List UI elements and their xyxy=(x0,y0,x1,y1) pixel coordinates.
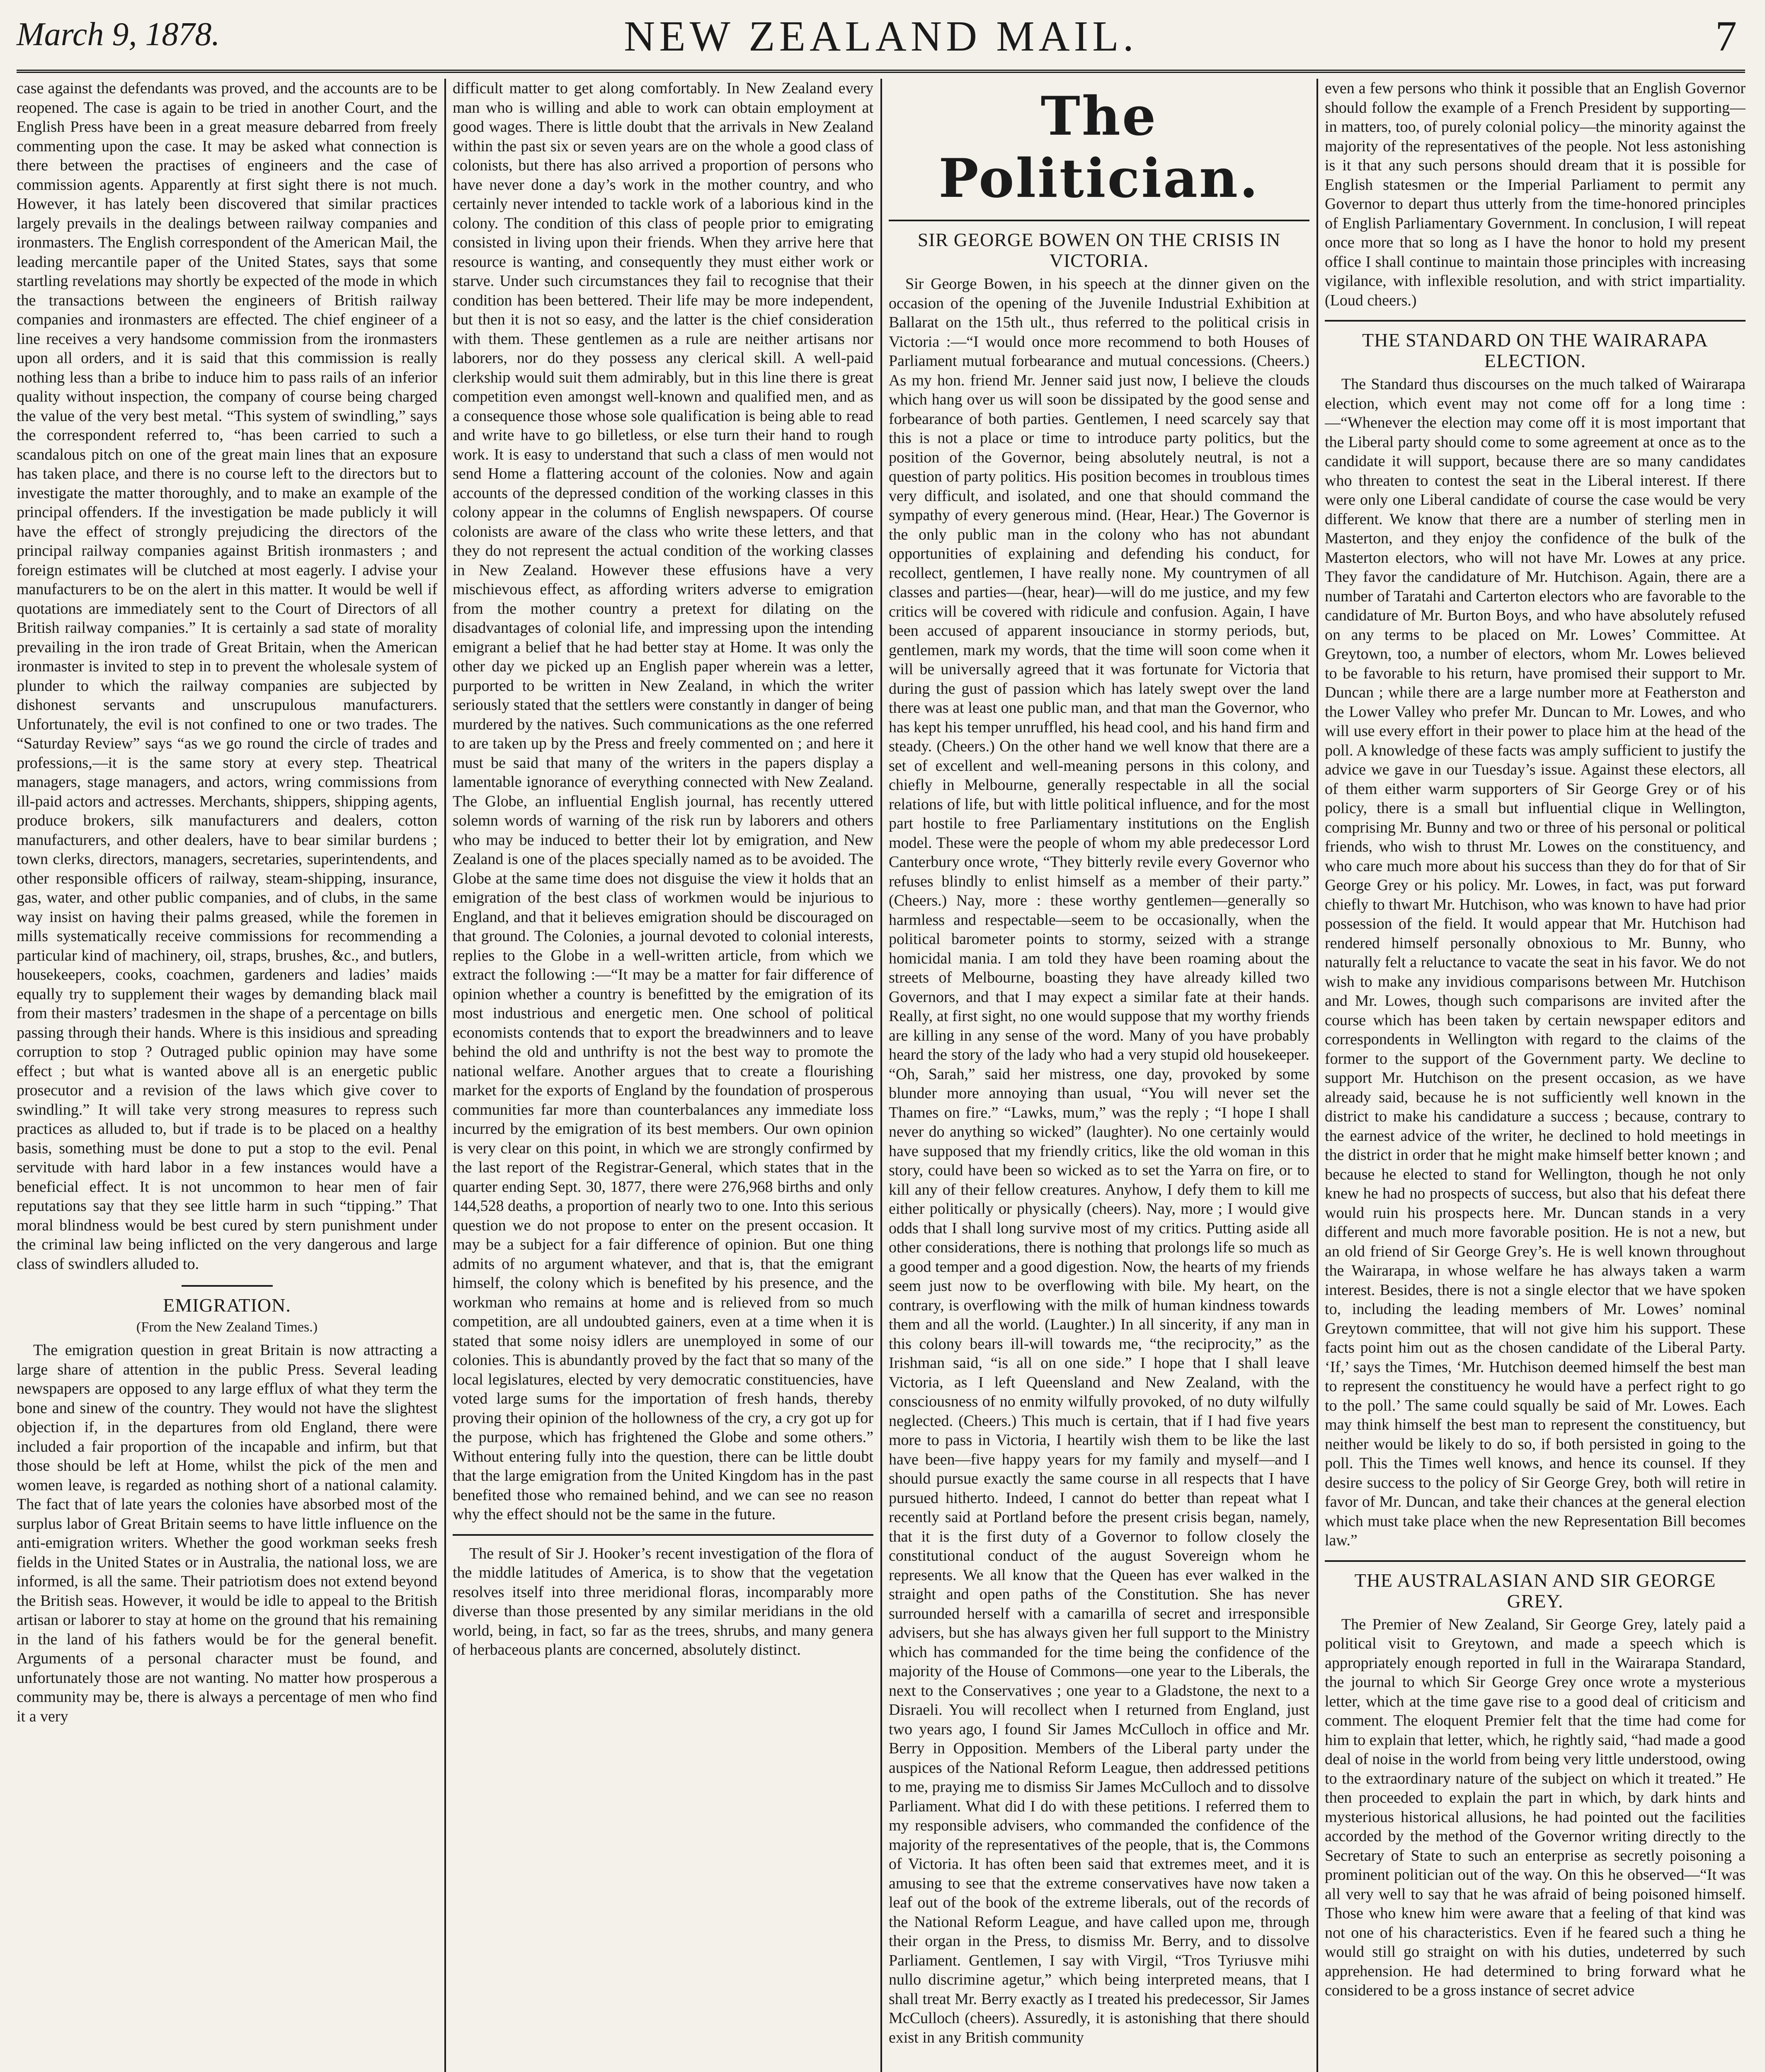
column-4 xyxy=(1325,79,1746,2072)
article-text: The result of Sir J. Hooker’s recent investigation of the flora of the middle latitudes of America, is to show that the vegetation resolves itself into three meridional floras, incomparably more diverse than those presented by any similar meridians in the old world, being, in fact, so far as the trees, shrubs, and many genera of herbaceous plants are concerned, absolutely distinct. xyxy=(453,1544,873,1658)
column-3 xyxy=(889,79,1309,2072)
headline-australasian: THE AUSTRALASIAN AND SIR GEORGE GREY. xyxy=(1354,1569,1716,1612)
masthead xyxy=(17,7,1745,73)
column-divider xyxy=(1316,79,1318,2072)
column-divider xyxy=(444,79,446,2072)
newspaper-title: NEW ZEALAND MAIL. xyxy=(624,12,1138,60)
headline-emigration: EMIGRATION. xyxy=(163,1295,291,1316)
section-title: The Politician. xyxy=(938,85,1260,210)
newspaper-page xyxy=(17,79,1745,2072)
article-text: difficult matter to get along comfortably. In New Zealand every man who is willing and able to work can obtain employment at good wages. There is little doubt that the arrivals in New Zealand within the past six or seven years are on the whole a good class of colonists, but there has also arrived a proportion of persons who have never done a day’s work in the mother country, and who certainly never intended to tackle work of a laborious kind in the colony. The condition of this class of people prior to emigrating consisted in living upon their friends. When they arrive here that resource is wanting, and consequently they must either work or starve. Under such circumstances they fail to recognise that their condition has been bettered. Their life may be more independent, but then it is not so easy, and the latter is the chief consideration with them. These gentlemen as a rule are neither artisans nor laborers, nor do they possess any clerical skill. A well-paid clerkship would suit them admirably, but in this line there is great competition even amongst well-known and qualified men, and as a consequence those whose sole qualification is being able to read and write have to go billetless, or else turn their hand to rough work. It is easy to understand that such a class of men would not send Home a flattering account of the colonies. Now and again accounts of the depressed condition of the working classes in this colony appear in the columns of English newspapers. Of course colonists are aware of the class who write these letters, and that they do not represent the actual condition of the working classes in New Zealand. However these effusions have a very mischievous effect, as affording writers adverse to emigration from the mother country a pretext for dilating on the disadvantages of colonial life, and impressing upon the intending emigrant a belief that he had better stay at Home. It was only the other day we picked up an English paper wherein was a letter, purported to be written in New Zealand, in which the writer seriously stated that the settlers were constantly in danger of being murdered by the natives. Such communications as the one referred to are taken up by the Press and freely commented on ; and here it must be said that many of the writers in the papers display a lamentable ignorance of everything connected with New Zealand. The Globe, an influential English journal, has recently uttered solemn words of warning of the risk run by laborers and others who may be induced to better their lot by emigration, and New Zealand is one of the places specially named as to be avoided. The Globe at the same time does not disguise the view it holds that an emigration of the best class of workmen would be injurious to England, and that it believes emigration should be discouraged on that ground. The Colonies, a journal devoted to colonial interests, replies to the Globe in a well-written article, from which we extract the following :—“It may be a matter for fair difference of opinion whether a country is benefitted by the emigration of its most industrious and energetic men. One school of political economists contends that to export the breadwinners and to leave behind the old and unthrifty is not the best way to promote the national welfare. Another argues that to create a flourishing market for the exports of England by the foundation of prosperous communities far more than counterbalances any immediate loss incurred by the emigration of its best members. Our own opinion is very clear on this point, in which we are strongly confirmed by the last report of the Registrar-General, which states that in the quarter ending Sept. 30, 1877, there were 276,968 births and only 144,528 deaths, a proportion of nearly two to one. Into this serious question we do not propose to enter on the present occasion. It may be a subject for a fair difference of opinion. But one thing admits of no argument whatever, and that is, that the emigrant himself, the colony which is benefited by his presence, and the workman who remains at home and is relieved from so much competition, are all undoubted gainers, even at a time when it is stated that some noisy idlers are unemployed in some of our colonies. This is abundantly proved by the fact that so many of the local legislatures, elected by very democratic constituencies, have voted large sums for the importation of fresh hands, thereby proving their opinion of the hollowness of the cry, a cry got up for the purpose, which has frightened the Globe and some others.” Without entering fully into the question, there can be little doubt that the large emigration from the United Kingdom has in the past benefited those who remained behind, and we can see no reason why the effect should not be the same in the future. xyxy=(453,80,873,1523)
divider xyxy=(1325,320,1746,322)
page-number: 7 xyxy=(1715,12,1737,60)
headline-standard: THE STANDARD ON THE WAIRARAPA ELECTION. xyxy=(1362,329,1708,371)
article-text: The emigration question in great Britain is now attracting a large share of attention in the public Press. Several leading newspapers are opposed to any large efflux of what they term the bone and sinew of the country. They would not have the slightest objection if, in the departures from old England, there were included a fair proportion of the incapable and infirm, but that those should be left at Home, whilst the pick of the men and women leave, is regarded as nothing short of a national calamity. The fact that of late years the colonies have absorbed most of the surplus labor of Great Britain seems to have little influence on the anti-emigration writers. Whether the good workman seeks fresh fields in the United States or in Australia, the national loss, we are informed, is all the same. Their patriotism does not extend beyond the British seas. However, it would be idle to appeal to the British artisan or laborer to stay at home on the ground that his remaining in the land of his fathers would be for the general benefit. Arguments of a personal character must be found, and unfortunately those are not wanting. No matter how prosperous a community may be, there is always a percentage of men who find it a very xyxy=(17,1341,437,1725)
headline-bowen: SIR GEORGE BOWEN ON THE CRISIS IN VICTORIA. xyxy=(917,229,1281,271)
column-divider xyxy=(880,79,882,2072)
article-text: even a few persons who think it possible that an English Governor should follow the example of a French President by supporting—in matters, too, of purely colonial policy—the minority against the majority of the representatives of the people. Not less astonishing is it that any such persons should dream that it is possible for English statesmen or the Imperial Parliament to permit any Governor to depart thus utterly from the time-honored principles of English Parliamentary Government. In conclusion, I will repeat once more that so long as I have the honor to hold my present office I shall continue to maintain those principles with increasing vigilance, with inflexible resolution, and with strict impartiality. (Loud cheers.) xyxy=(1325,80,1746,309)
article-text: The Standard thus discourses on the much talked of Wairarapa election, which event may not come off for a long time :—“Whenever the election may come off it is most important that the Liberal party should come to some agreement at once as to the candidate it will support, because there are so many candidates who threaten to contest the seat in the Liberal interest. If there were only one Liberal candidate of course the case would be very different. We know that there are a number of sterling men in Masterton, and they enjoy the confidence of the bulk of the Masterton electors, who will not have Mr. Lowes at any price. They favor the candidature of Mr. Hutchison. Again, there are a number of Taratahi and Carterton electors who are favorable to the candidature of Mr. Burton Boys, and who have absolutely refused on any terms to be placed on Mr. Lowes’ Committee. At Greytown, too, a number of electors, whom Mr. Lowes believed to be favorable to his return, have promised their support to Mr. Duncan ; while there are a large number more at Featherston and the Lower Valley who prefer Mr. Duncan to Mr. Lowes, and who will use every effort in their power to place him at the head of the poll. A knowledge of these facts was amply sufficient to justify the advice we gave in our Tuesday’s issue. Against these electors, all of them either warm supporters of Sir George Grey or of his policy, there is a small but influential clique in Wellington, comprising Mr. Bunny and two or three of his personal or political friends, who wish to thrust Mr. Lowes on the constituency, and who care much more about his success than they do for that of Sir George Grey or his policy. Mr. Lowes, in fact, was put forward chiefly to thwart Mr. Hutchison, who was known to have had prior possession of the field. It would appear that Mr. Hutchison had rendered himself personally obnoxious to Mr. Bunny, who naturally felt a reluctance to vacate the seat in his favor. We do not wish to make any invidious comparisons between Mr. Hutchison and Mr. Lowes, though such comparisons are invited after the course which has been taken by certain newspaper editors and correspondents in Wellington with regard to the claims of the former to the support of the Government party. We decline to support Mr. Hutchison on the present occasion, as we have already said, because he is not sufficiently well known in the district to make his candidature a success ; because, contrary to the earnest advice of the writer, he declined to hold meetings in the district in order that he might make himself better known ; and because he elected to stand for Wellington, though he not only knew he had no prospects of success, but also that his defeat there would ruin his prospects here. Mr. Duncan stands in a very different and much more favorable position. He is not a new, but an old friend of Sir George Grey’s. He is well known throughout the Wairarapa, in whose welfare he has always taken a warm interest. Besides, there is not a single elector that we have spoken to, including the leading members of Mr. Lowes’ nominal Greytown committee, that will not give him his support. These facts point him out as the chosen candidate of the Liberal Party. ‘If,’ says the Times, ‘Mr. Hutchison deemed himself the best man to represent the constituency he would have a perfect right to go to the poll.’ The same could squally be said of Mr. Lowes. Each may think himself the best man to represent the constituency, but neither would be likely to do so, if both persisted in going to the poll. This the Times well knows, and hence its counsel. If they desire success to the policy of Sir George Grey, both will retire in favor of Mr. Duncan, and take their chances at the general election which must take place when the new Representation Bill becomes law.” xyxy=(1325,375,1746,1549)
article-source: (From the New Zealand Times.) xyxy=(136,1319,318,1335)
article-text: The Premier of New Zealand, Sir George Grey, lately paid a political visit to Greytown, and made a speech which is appropriately enough reported in full in the Wairarapa Standard, the journal to which Sir George Grey once wrote a mysterious letter, which at the time gave rise to a good deal of criticism and comment. The eloquent Premier felt that the time had come for him to explain that letter, which, he rightly said, “had made a good deal of noise in the world from being very little understood, owing to the extraordinary nature of the subject on which it treated.” He then proceeded to explain the part in which, by dark hints and mysterious historical allusions, he had pointed out the facilities accorded by the method of the Governor writing directly to the Secretary of State to such an enterprise as secretly poisoning a prominent politician out of the way. On this he observed—“It was all very well to say that he was afraid of being poisoned himself. Those who knew him were aware that a feeling of that kind was not one of his characteristics. Even if he feared such a thing he would still go straight on with his duties, undeterred by such apprehension. He had determined to bring forward what he considered to be a gross instance of secret advice xyxy=(1325,1615,1746,1999)
column-1 xyxy=(17,79,437,2072)
article-text: case against the defendants was proved, and the accounts are to be reopened. The case is again to be tried in another Court, and the English Press have been in a great measure debarred from freely commenting upon the case. It may be asked what connection is there between the practises of engineers and the case of commission agents. Apparently at first sight there is not much. However, it has lately been discovered that similar practices largely prevails in the dealings between railway companies and ironmasters. The English correspondent of the American Mail, the leading mercantile paper of the United States, says that some startling revelations may shortly be expected of the mode in which the transactions between the engineers of British railway companies and ironmasters are effected. The chief engineer of a line receives a very handsome commission from the ironmasters upon all orders, and it is said that this commission is really nothing less than a bribe to induce him to pass rails of an inferior quality without inspection, the company of course being charged the value of the very best metal. “This system of swindling,” says the correspondent referred to, “has been carried to such a scandalous pitch on one of the great main lines that an exposure has taken place, and there is no course left to the directors but to investigate the matter thoroughly, and to make an example of the principal offenders. If the investigation be made publicly it will have the effect of strongly prejudicing the directors of the principal railway companies against British ironmasters ; and foreign estimates will be clutched at most eagerly. I advise your manufacturers to be on the alert in this matter. It would be well if quotations are immediately sent to the Court of Directors of all British railway companies.” It is certainly a sad state of morality prevailing in the iron trade of Great Britain, when the American ironmaster is invited to step in to prevent the wholesale system of plunder to which the railway companies are subjected by dishonest servants and unscrupulous manufacturers. Unfortunately, the evil is not confined to one or two trades. The “Saturday Review” says “as we go round the circle of trades and professions,—it is the same story at every step. Theatrical managers, stage managers, and actors, wring commissions from ill-paid actors and actresses. Merchants, shippers, shipping agents, produce brokers, silk manufacturers and dealers, cotton manufacturers, and other dealers, have to bear similar burdens ; town clerks, directors, managers, secretaries, superintendents, and other responsible officers of railway, steam-shipping, insurance, gas, water, and other public companies, and of clubs, in the same way insist on having their palms greased, while the foremen in mills systematically receive commissions for recommending a particular kind of machinery, oil, straps, brushes, &c., and butlers, housekeepers, cooks, coachmen, gardeners and ladies’ maids equally try to supplement their wages by demanding black mail from their masters’ tradesmen in the shape of a percentage on bills passing through their hands. Where is this insidious and spreading corruption to stop ? Outraged public opinion may have some effect ; but what is wanted above all is an energetic public prosecutor and a revision of the laws which give cover to swindling.” It will take very strong measures to repress such practices as alluded to, but if trade is to be placed on a healthy basis, something must be done to put a stop to the evil. Penal servitude with hard labor in a few instances would have a beneficial effect. It is not uncommon to hear men of fair reputations say that they see little harm in such “tipping.” That moral blindness would be best cured by stern punishment under the criminal law being inflicted on the very dangerous and large class of swindlers alluded to. xyxy=(17,80,437,1273)
divider xyxy=(453,1534,873,1536)
divider xyxy=(1325,1560,1746,1562)
issue-date: March 9, 1878. xyxy=(17,16,220,53)
divider xyxy=(889,220,1309,221)
article-text: Sir George Bowen, in his speech at the dinner given on the occasion of the opening of the Juvenile Industrial Exhibition at Ballarat on the 15th ult., thus referred to the political crisis in Victoria :—“I would once more recommend to both Houses of Parliament mutual forbearance and mutual concessions. (Cheers.) As my hon. friend Mr. Jenner said just now, I believe the clouds which hang over us will soon be dissipated by the good sense and forbearance of both parties. Gentlemen, I need scarcely say that this is not a place or time to introduce party politics, but the position of the Governor, being absolutely neutral, is not a question of party politics. His position becomes in troublous times very difficult, and isolated, and one that should command the sympathy of every generous mind. (Hear, Hear.) The Governor is the only public man in the colony who has not abundant opportunities of explaining and defending his conduct, for recollect, gentlemen, I have really none. My countrymen of all classes and parties—(hear, hear)—will do me justice, and my few critics will be covered with ridicule and confusion. Again, I have been accused of apparent insouciance in stormy periods, but, gentlemen, mark my words, that the time will soon come when it will be universally agreed that it was fortunate for Victoria that during the gust of passion which has lately swept over the land there was at least one public man, and that man the Governor, who has kept his temper unruffled, his head cool, and his hand firm and steady. (Cheers.) On the other hand we well know that there are a set of excellent and well-meaning persons in this colony, and chiefly in Melbourne, generally respectable in all the social relations of life, but with little political influence, and for the most part hostile to free Parliamentary institutions on the English model. These were the people of whom my able predecessor Lord Canterbury once wrote, “They bitterly revile every Governor who refuses blindly to enlist himself as a member of their party.” (Cheers.) Nay, more : these worthy gentlemen—generally so harmless and respectable—seem to be occasionally, when the political barometer points to stormy, seized with a strange homicidal mania. I am told they have been roaming about the streets of Melbourne, boasting they have already killed two Governors, and that I may expect a similar fate at their hands. Really, at first sight, no one would suppose that my worthy friends are killing in any sense of the word. Many of you have probably heard the story of the lady who had a very stupid old housekeeper. “Oh, Sarah,” said her mistress, one day, provoked by some blunder more annoying than usual, “You will never set the Thames on fire.” “Lawks, mum,” was the reply ; “I hope I shall never do anything so wicked” (laughter). No one certainly would have supposed that my friendly critics, like the old woman in this story, could have been so wicked as to set the Yarra on fire, or to kill any of their fellow creatures. Anyhow, I defy them to kill me either politically or physically (cheers). Nay, more ; I would give odds that I shall long survive most of my critics. Putting aside all other considerations, there is nothing that prolongs life so much as a good temper and a good digestion. Now, the hearts of my friends seem just now to be overflowing with bile. My heart, on the contrary, is overflowing with the milk of human kindness towards them and all the world. (Laughter.) In all sincerity, if any man in this colony bears ill-will towards me, “the reciprocity,” as the Irishman said, “is all on one side.” I hope that I shall leave Victoria, as I left Queensland and New Zealand, with the consciousness of no enmity wilfully provoked, of no duty wilfully neglected. (Cheers.) This much is certain, that if I had five years more to pass in Victoria, I heartily wish them to be like the last have been—five happy years for my family and myself—and I should pursue exactly the same course in all respects that I have pursued hitherto. Indeed, I cannot do better than repeat what I recently said at Portland before the present crisis began, namely, that it is the first duty of a Governor to follow closely the constitutional conduct of the august Sovereign whom he represents. We all know that the Queen has ever walked in the straight and open paths of the Constitution. She has never surrounded herself with a camarilla of secret and irresponsible advisers, but she has always given her full support to the Ministry which has commanded for the time being the confidence of the majority of the House of Commons—one year to the Liberals, the next to the Conservatives ; one year to a Gladstone, the next to a Disraeli. You will recollect when I returned from England, just two years ago, I found Sir James McCulloch in office and Mr. Berry in Opposition. Members of the Liberal party under the auspices of the National Reform League, then addressed petitions to me, praying me to dismiss Sir James McCulloch and to dissolve Parliament. What did I do with these petitions. I referred them to my responsible advisers, who commanded the confidence of the majority of the representatives of the people, that is, the Commons of Victoria. It has often been said that extremes meet, and it is amusing to see that the extreme conservatives have now taken a leaf out of the book of the extreme liberals, out of the records of the National Reform League, and have called upon me, through their organ in the Press, to dismiss Mr. Berry, and to dissolve Parliament. Gentlemen, I say with Virgil, “Tros Tyriusve mihi nullo discrimine agetur,” which being interpreted means, that I shall treat Mr. Berry exactly as I treated his predecessor, Sir James McCulloch (cheers). Assuredly, it is astonishing that there should exist in any British community xyxy=(889,275,1309,2046)
column-2 xyxy=(453,79,873,2072)
divider xyxy=(182,1285,273,1287)
